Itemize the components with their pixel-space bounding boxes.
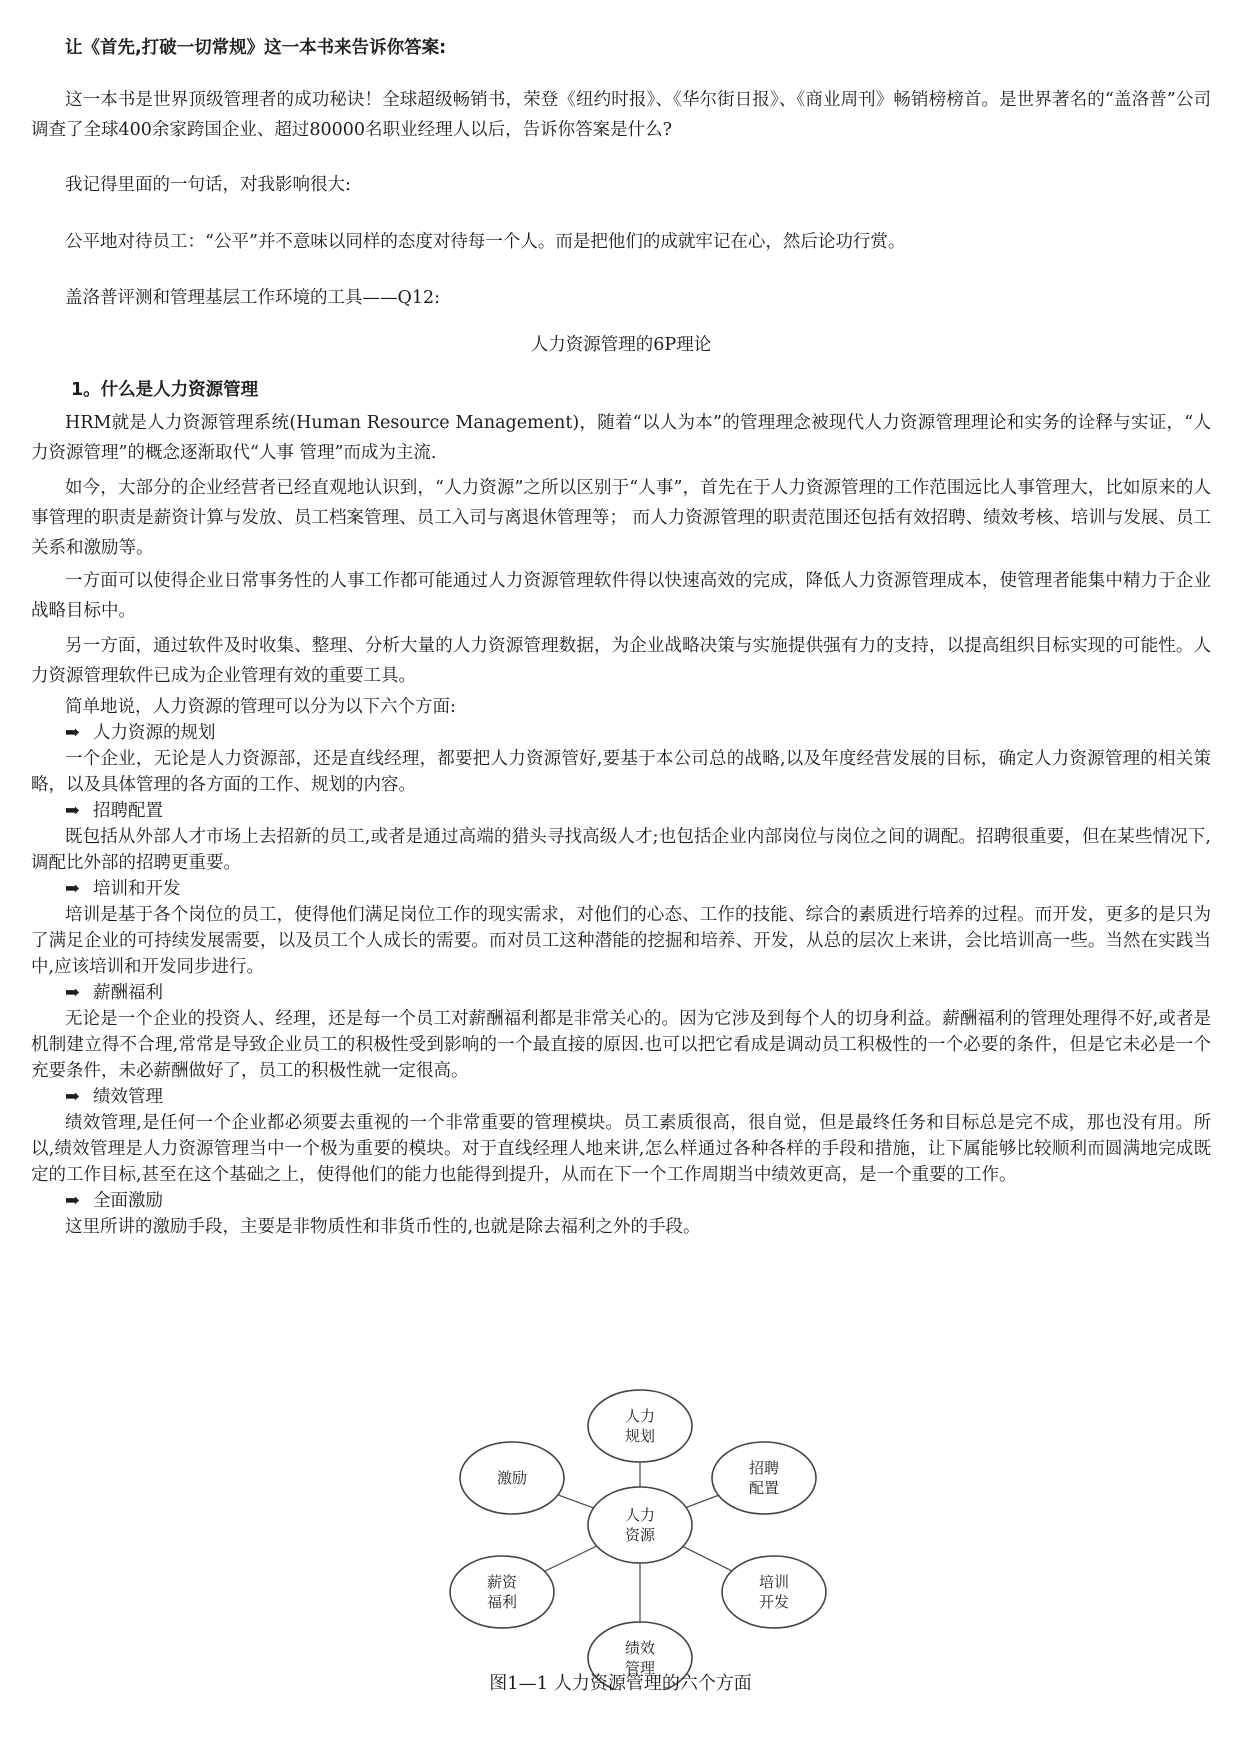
aspect-body: 既包括从外部人才市场上去招新的员工,或者是通过高端的猎头寻找高级人才;也包括企业内部岗位与岗位之间的调配。招聘很重要，但在某些情况下,调配比外部的招聘更重要。: [31, 827, 1211, 873]
paragraph-one-side: 一方面可以使得企业日常事务性的人事工作都可能通过人力资源管理软件得以快速高效的完成，降低人力资源管理成本，使管理者能集中精力于企业战略目标中。: [31, 571, 1211, 621]
aspect-title-label: 薪酬福利: [93, 983, 163, 1003]
arrow-right-icon: ➡: [65, 983, 80, 1003]
aspect-title: [31, 1084, 1211, 1110]
arrow-right-icon: ➡: [65, 1191, 80, 1211]
arrow-right-icon: ➡: [65, 1087, 80, 1107]
node-label: 招聘: [748, 1459, 780, 1477]
node-label: 规划: [624, 1427, 656, 1445]
aspect-body: 绩效管理,是任何一个企业都必须要去重视的一个非常重要的管理模块。员工素质很高，很自觉，但是最终任务和目标总是完不成，那也没有用。所以,绩效管理是人力资源管理当中一个极为重要的模块。对于直线经理人地来讲,怎么样通过各种各样的手段和措施，让下属能够比较顺利而圆满地完成既定的工作目标,甚至在这个基础之上，使得他们的能力也能得到提升，从而在下一个工作周期当中绩效更高，是一个重要的工作。: [31, 1113, 1211, 1185]
aspect-title: [31, 798, 1211, 824]
aspect-body: 这里所讲的激励手段，主要是非物质性和非货币性的,也就是除去福利之外的手段。: [65, 1217, 701, 1237]
diagram-node: [712, 1442, 816, 1514]
paragraph-other-side: 另一方面，通过软件及时收集、整理、分析大量的人力资源管理数据，为企业战略决策与实施提供强有力的支持，以提高组织目标实现的可能性。人力资源管理软件已成为企业管理有效的重要工具。: [31, 636, 1211, 686]
aspect-body: 无论是一个企业的投资人、经理，还是每一个员工对薪酬福利都是非常关心的。因为它涉及到每个人的切身利益。薪酬福利的管理处理得不好,或者是机制建立得不合理,常常是导致企业员工的积极性受到影响的一个最直接的原因.也可以把它看成是调动员工积极性的一个必要的条件，但是它未必是一个充要条件，未必薪酬做好了，员工的积极性就一定很高。: [31, 1009, 1211, 1081]
aspect-title: [31, 876, 1211, 902]
paragraph-quote: 公平地对待员工：“公平”并不意味以同样的态度对待每一个人。而是把他们的成就牢记在心，然后论功行赏。: [65, 232, 906, 252]
aspect-body: 培训是基于各个岗位的员工，使得他们满足岗位工作的现实需求，对他们的心态、工作的技能、综合的素质进行培养的过程。而开发，更多的是只为了满足企业的可持续发展需要，以及员工个人成长的需要。而对员工这种潜能的挖掘和培养、开发，从总的层次上来讲，会比培训高一些。当然在实践当中,应该培训和开发同步进行。: [31, 905, 1211, 977]
diagram-node: [460, 1442, 564, 1514]
intro-heading: 让《首先,打破一切常规》这一本书来告诉你答案:: [65, 38, 447, 58]
node-label: 人力: [624, 1407, 656, 1425]
arrow-right-icon: ➡: [65, 723, 80, 743]
paragraph-quote-intro: 我记得里面的一句话，对我影响很大:: [65, 175, 351, 195]
diagram-node: [588, 1390, 692, 1462]
diagram-center-node: [588, 1487, 692, 1563]
node-label: 激励: [496, 1469, 528, 1487]
paragraph-hrm: HRM就是人力资源管理系统(Human Resource Management)，随着“以人为本”的管理理念被现代人力资源管理理论和实务的诠释与实证，“人力资源管理”的概念逐渐取代“人事 管理”而成为主流.: [31, 413, 1211, 463]
node-label: 管理: [624, 1659, 656, 1677]
node-label: 福利: [486, 1593, 518, 1611]
paragraph-simple: 简单地说，人力资源的管理可以分为以下六个方面:: [65, 697, 456, 717]
figure-caption: 图1—1 人力资源管理的六个方面: [489, 1673, 752, 1694]
aspect-title-label: 人力资源的规划: [93, 723, 216, 743]
arrow-right-icon: ➡: [65, 801, 80, 821]
aspect-body: 一个企业，无论是人力资源部，还是直线经理，都要把人力资源管好,要基于本公司总的战略,以及年度经营发展的目标，确定人力资源管理的相关策略，以及具体管理的各方面的工作、规划的内容。: [31, 749, 1211, 795]
aspect-title: [31, 1188, 1211, 1214]
paragraph-now: 如今，大部分的企业经营者已经直观地认识到，“人力资源”之所以区别于“人事”，首先在于人力资源管理的工作范围远比人事管理大，比如原来的人事管理的职责是薪资计算与发放、员工档案管理、员工入司与离退休管理等； 而人力资源管理的职责范围还包括有效招聘、绩效考核、培训与发展、员工关系和激励等。: [31, 478, 1211, 558]
diagram-node: [450, 1556, 554, 1628]
node-label: 资源: [624, 1526, 656, 1544]
arrow-right-icon: ➡: [65, 879, 80, 899]
node-label: 绩效: [624, 1639, 656, 1657]
aspect-title-label: 培训和开发: [93, 879, 181, 899]
aspect-title-label: 全面激励: [93, 1191, 163, 1211]
node-label: 薪资: [486, 1573, 518, 1591]
paragraph-gallup: 盖洛普评测和管理基层工作环境的工具——Q12:: [65, 288, 441, 308]
title-6p: 人力资源管理的6P理论: [530, 335, 712, 355]
aspect-title-label: 招聘配置: [93, 801, 163, 821]
aspect-title-label: 绩效管理: [93, 1087, 163, 1107]
aspect-title: [31, 980, 1211, 1006]
node-label: 开发: [758, 1593, 790, 1611]
paragraph-book: 这一本书是世界顶级管理者的成功秘诀！全球超级畅销书，荣登《纽约时报》、《华尔街日报》、《商业周刊》畅销榜榜首。是世界著名的“盖洛普”公司调查了全球400余家跨国企业、超过80000名职业经理人以后，告诉你答案是什么?: [31, 90, 1211, 140]
diagram-node: [722, 1556, 826, 1628]
six-aspects-diagram: [420, 1380, 860, 1690]
node-label: 培训: [758, 1573, 790, 1591]
aspect-title: [31, 720, 1211, 746]
section1-heading: 1。什么是人力资源管理: [71, 380, 259, 400]
node-label: 人力: [624, 1506, 656, 1524]
node-label: 配置: [748, 1479, 780, 1497]
aspects-block: [31, 694, 1211, 1240]
